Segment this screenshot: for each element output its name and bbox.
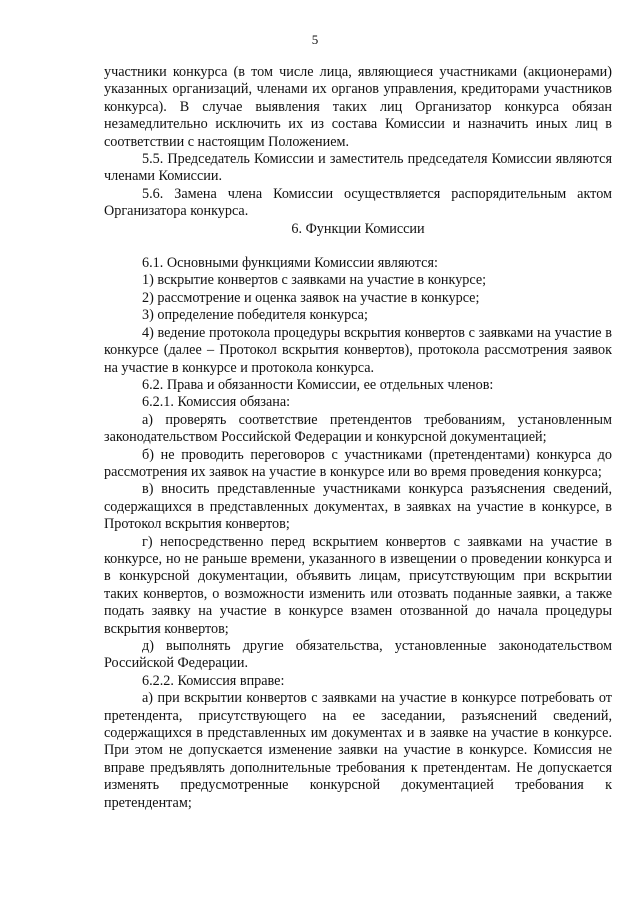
page-number: 5 [311, 32, 319, 47]
duty-item-v: в) вносить представленные участниками конкурса разъяснения сведений, содержащихся в представленных документах, в заявках на участие в конкурсе, в Протокол вскрытия конвертов; [104, 481, 612, 533]
list-item-3: 3) определение победителя конкурса; [142, 307, 368, 324]
duty-item-b: б) не проводить переговоров с участниками (претендентами) конкурса до рассмотрения их заявок на участие в конкурсе или во время проведения конкурса; [104, 446, 612, 480]
right-item-a: а) при вскрытии конвертов с заявками на участие в конкурсе потребовать от претендента, присутствующего на ее заседании, разъяснений сведений, содержащихся в представленных им документах и в заявке на участие в конкурсе. При этом не допускается изменение заявки на участие в конкурсе. Комиссия не вправе предъявлять дополнительные требования к претендентам. Не допускается изменять предусмотренные конкурсной документацией требования к претендентам; [104, 690, 612, 811]
document-body [104, 64, 612, 812]
list-item-2: 2) рассмотрение и оценка заявок на участие в конкурсе; [142, 289, 480, 306]
duty-item-a: а) проверять соответствие претендентов требованиям, установленным законодательством Российской Федерации и конкурсной документацией; [104, 411, 612, 446]
duty-item-d: д) выполнять другие обязательства, установленные законодательством Российской Федерации. [104, 638, 612, 672]
paragraph-5-6: 5.6. Замена члена Комиссии осуществляется распорядительным актом Организатора конкурса. [104, 185, 612, 220]
list-item-1: 1) вскрытие конвертов с заявками на участие в конкурсе; [142, 272, 487, 289]
paragraph-6-2-2: 6.2.2. Комиссия вправе: [142, 672, 285, 689]
paragraph-6-2-1: 6.2.1. Комиссия обязана: [142, 394, 291, 411]
duty-item-g: г) непосредственно перед вскрытием конвертов с заявками на участие в конкурсе, но не раньше времени, указанного в извещении о проведении конкурса и в конкурсной документации, объявить лицам, присутствующим при вскрытии таких конвертов, о возможности изменить или отозвать поданные заявки, а также подать заявку на участие в конкурсе взамен отозванной до начала процедуры вскрытия конвертов; [104, 533, 612, 637]
paragraph-6-1: 6.1. Основными функциями Комиссии являются: [142, 255, 438, 272]
paragraph-6-2: 6.2. Права и обязанности Комиссии, ее отдельных членов: [142, 376, 494, 393]
paragraph-5-5: 5.5. Председатель Комиссии и заместитель председателя Комиссии являются членами Комиссии. [104, 151, 612, 185]
section-heading: 6. Функции Комиссии [291, 220, 425, 237]
paragraph-continuation: участники конкурса (в том числе лица, являющиеся участниками (акционерами) указанных организаций, членами их органов управления, кредиторами участников конкурса). В случае выявления таких лиц Организатор конкурса обязан незамедлительно исключить их из состава Комиссии и назначить иных лиц в соответствии с настоящим Положением. [104, 64, 612, 150]
list-item-4: 4) ведение протокола процедуры вскрытия конвертов с заявками на участие в конкурсе (далее – Протокол вскрытия конвертов), протокола рассмотрения заявок на участие в конкурсе и протокола конкурса. [104, 324, 612, 376]
